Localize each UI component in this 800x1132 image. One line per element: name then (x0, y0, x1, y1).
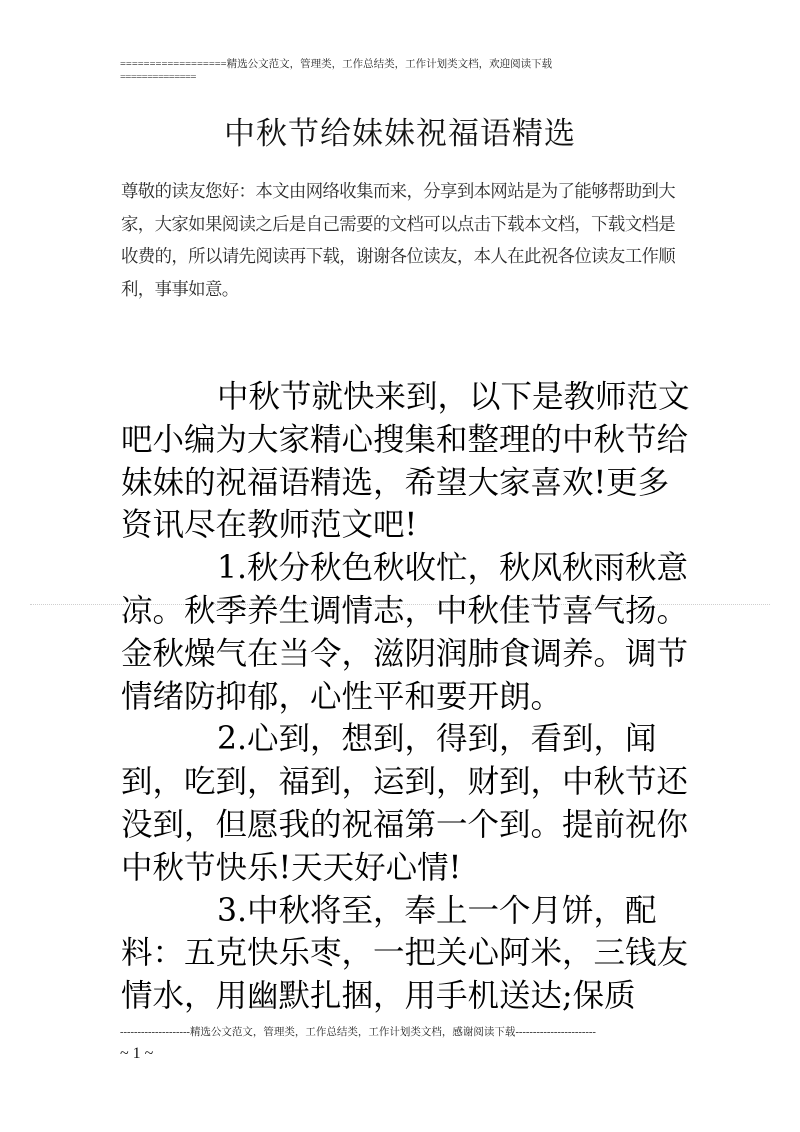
blessing-paragraph-1: 1.秋分秋色秋收忙，秋风秋雨秋意凉。秋季养生调情志，中秋佳节喜气扬。金秋燥气在当令，滋阴润肺食调养。调节情绪防抑郁，心性平和要开朗。 (121, 550, 689, 715)
intro-paragraph: 中秋节就快来到，以下是教师范文吧小编为大家精心搜集和整理的中秋节给妹妹的祝福语精选，希望大家喜欢!更多资讯尽在教师范文吧! (121, 379, 690, 544)
blessing-paragraph-2: 2.心到，想到，得到，看到，闻到，吃到，福到，运到，财到，中秋节还没到，但愿我的祝福第一个到。提前祝你中秋节快乐!天天好心情! (121, 721, 689, 886)
footer-banner-suffix: ----------------------- (515, 1027, 596, 1038)
header-banner-prefix: ================== (120, 59, 227, 70)
header-banner-second-line: ============== (120, 72, 196, 83)
header-banner-text: 精选公文范文，管理类，工作总结类，工作计划类文档，欢迎阅读下载 (226, 59, 553, 70)
blessing-paragraph-3: 3.中秋将至，奉上一个月饼，配料：五克快乐枣，一把关心阿米，三钱友情水，用幽默扎捆，用手机送达;保质 (121, 892, 689, 1015)
footer-banner-prefix: -------------------- (120, 1027, 190, 1038)
footer-banner (120, 1026, 680, 1040)
document-body (121, 376, 697, 1018)
footer-banner-text: 精选公文范文，管理类，工作总结类，工作计划类文档，感谢阅读下载 (189, 1027, 516, 1038)
header-banner (120, 58, 680, 84)
page-number: ~ 1 ~ (120, 1045, 154, 1062)
reader-notice: 尊敬的读友您好：本文由网络收集而来，分享到本网站是为了能够帮助到大家，大家如果阅读之后是自己需要的文档可以点击下载本文档，下载文档是收费的，所以请先阅读再下载，谢谢各位读友，本人在此祝各位读友工作顺利，事事如意。 (121, 182, 676, 301)
document-title: 中秋节给妹妹祝福语精选 (224, 116, 576, 152)
